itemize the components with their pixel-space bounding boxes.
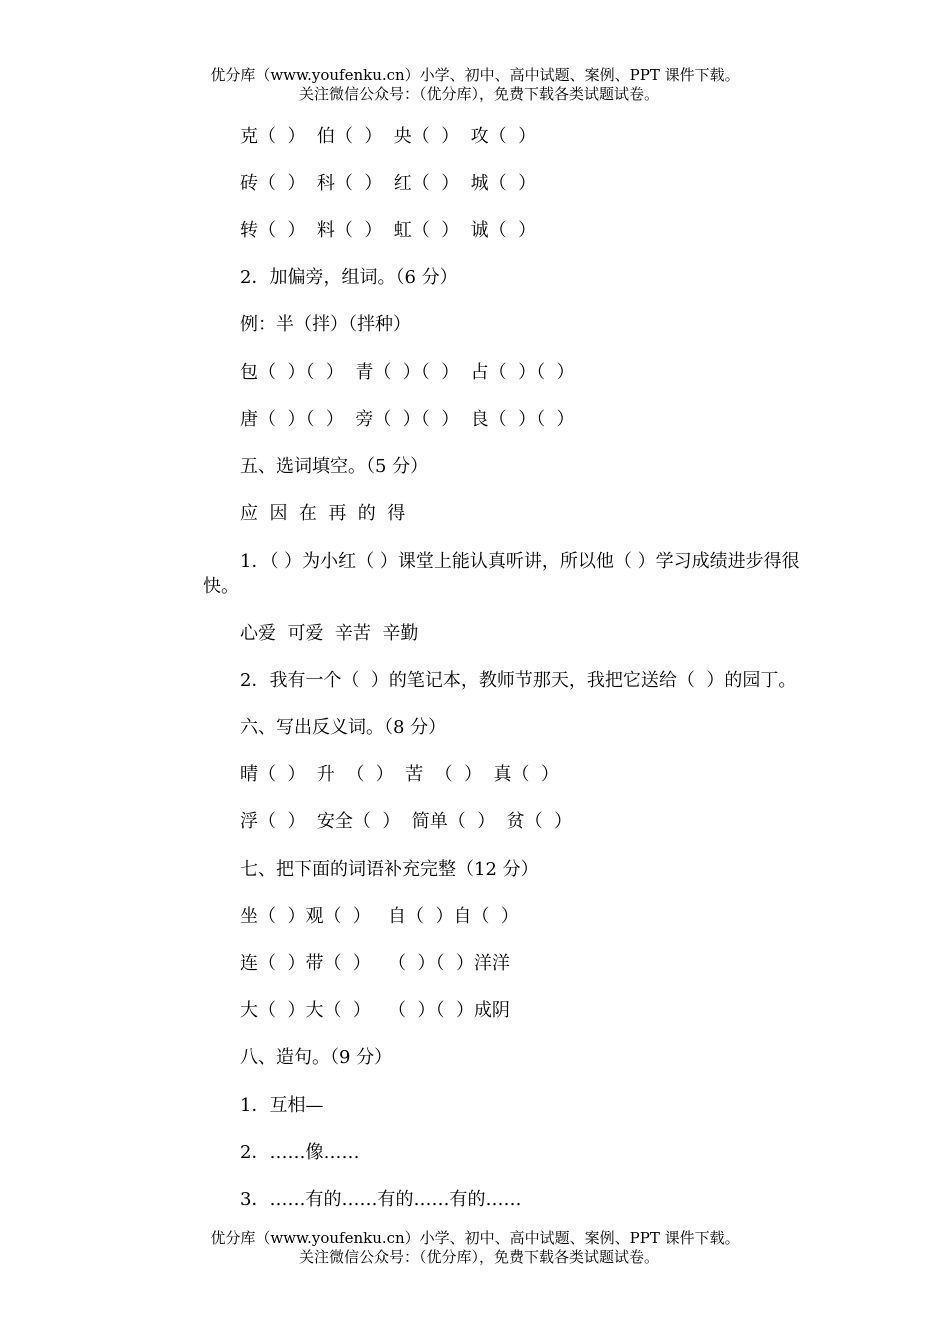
word-choices-2: 心爱 可爱 辛苦 辛勤 xyxy=(240,623,419,644)
radical-row-1: 包（ ）（ ） 青（ ）（ ） 占（ ）（ ） xyxy=(240,362,575,383)
antonym-row-1: 晴（ ） 升 （ ） 苦 （ ） 真（ ） xyxy=(240,764,559,785)
header-line-1: 优分库（www.youfenku.cn）小学、初中、高中试题、案例、PPT 课件下载。 xyxy=(210,66,740,84)
idiom-row-3: 大（ ）大（ ） （ ）（ ）成阴 xyxy=(240,1000,510,1021)
question-2-example: 例：半（拌）（拌种） xyxy=(240,314,411,335)
word-choices-1: 应 因 在 再 的 得 xyxy=(240,503,406,524)
fill-sentence-2: 2．我有一个（ ）的笔记本，教师节那天，我把它送给（ ）的园丁。 xyxy=(240,670,797,691)
page-header xyxy=(0,66,950,104)
sentence-prompt-3: 3．……有的……有的……有的…… xyxy=(240,1189,522,1210)
fill-sentence-1: 1．（ ）为小红（ ）课堂上能认真听讲，所以他（ ）学习成绩进步得很快。 xyxy=(203,551,800,597)
radical-row-2: 唐（ ）（ ） 旁（ ）（ ） 良（ ）（ ） xyxy=(240,409,575,430)
char-row-3: 转（ ） 料（ ） 虹（ ） 诚（ ） xyxy=(240,220,537,241)
section-7-heading: 七、把下面的词语补充完整（12 分） xyxy=(240,859,539,880)
page-footer xyxy=(0,1229,950,1267)
header-line-2: 关注微信公众号：（优分库），免费下载各类试题试卷。 xyxy=(298,85,659,103)
question-2-heading: 2．加偏旁，组词。（6 分） xyxy=(240,267,458,288)
section-8-heading: 八、造句。（9 分） xyxy=(240,1047,393,1068)
char-row-2: 砖（ ） 科（ ） 红（ ） 城（ ） xyxy=(240,173,537,194)
footer-line-2: 关注微信公众号：（优分库），免费下载各类试题试卷。 xyxy=(298,1248,659,1266)
idiom-row-1: 坐（ ）观（ ） 自（ ）自（ ） xyxy=(240,906,519,927)
section-5-heading: 五、选词填空。（5 分） xyxy=(240,456,429,477)
sentence-prompt-1: 1．互相— xyxy=(240,1095,324,1116)
section-6-heading: 六、写出反义词。（8 分） xyxy=(240,717,447,738)
antonym-row-2: 浮（ ） 安全（ ） 简单（ ） 贫（ ） xyxy=(240,811,573,832)
footer-line-1: 优分库（www.youfenku.cn）小学、初中、高中试题、案例、PPT 课件下载。 xyxy=(210,1229,740,1247)
idiom-row-2: 连（ ）带（ ） （ ）（ ）洋洋 xyxy=(240,953,510,974)
sentence-prompt-2: 2．……像…… xyxy=(240,1142,360,1163)
char-row-1: 克（ ） 伯（ ） 央（ ） 攻（ ） xyxy=(240,126,537,147)
